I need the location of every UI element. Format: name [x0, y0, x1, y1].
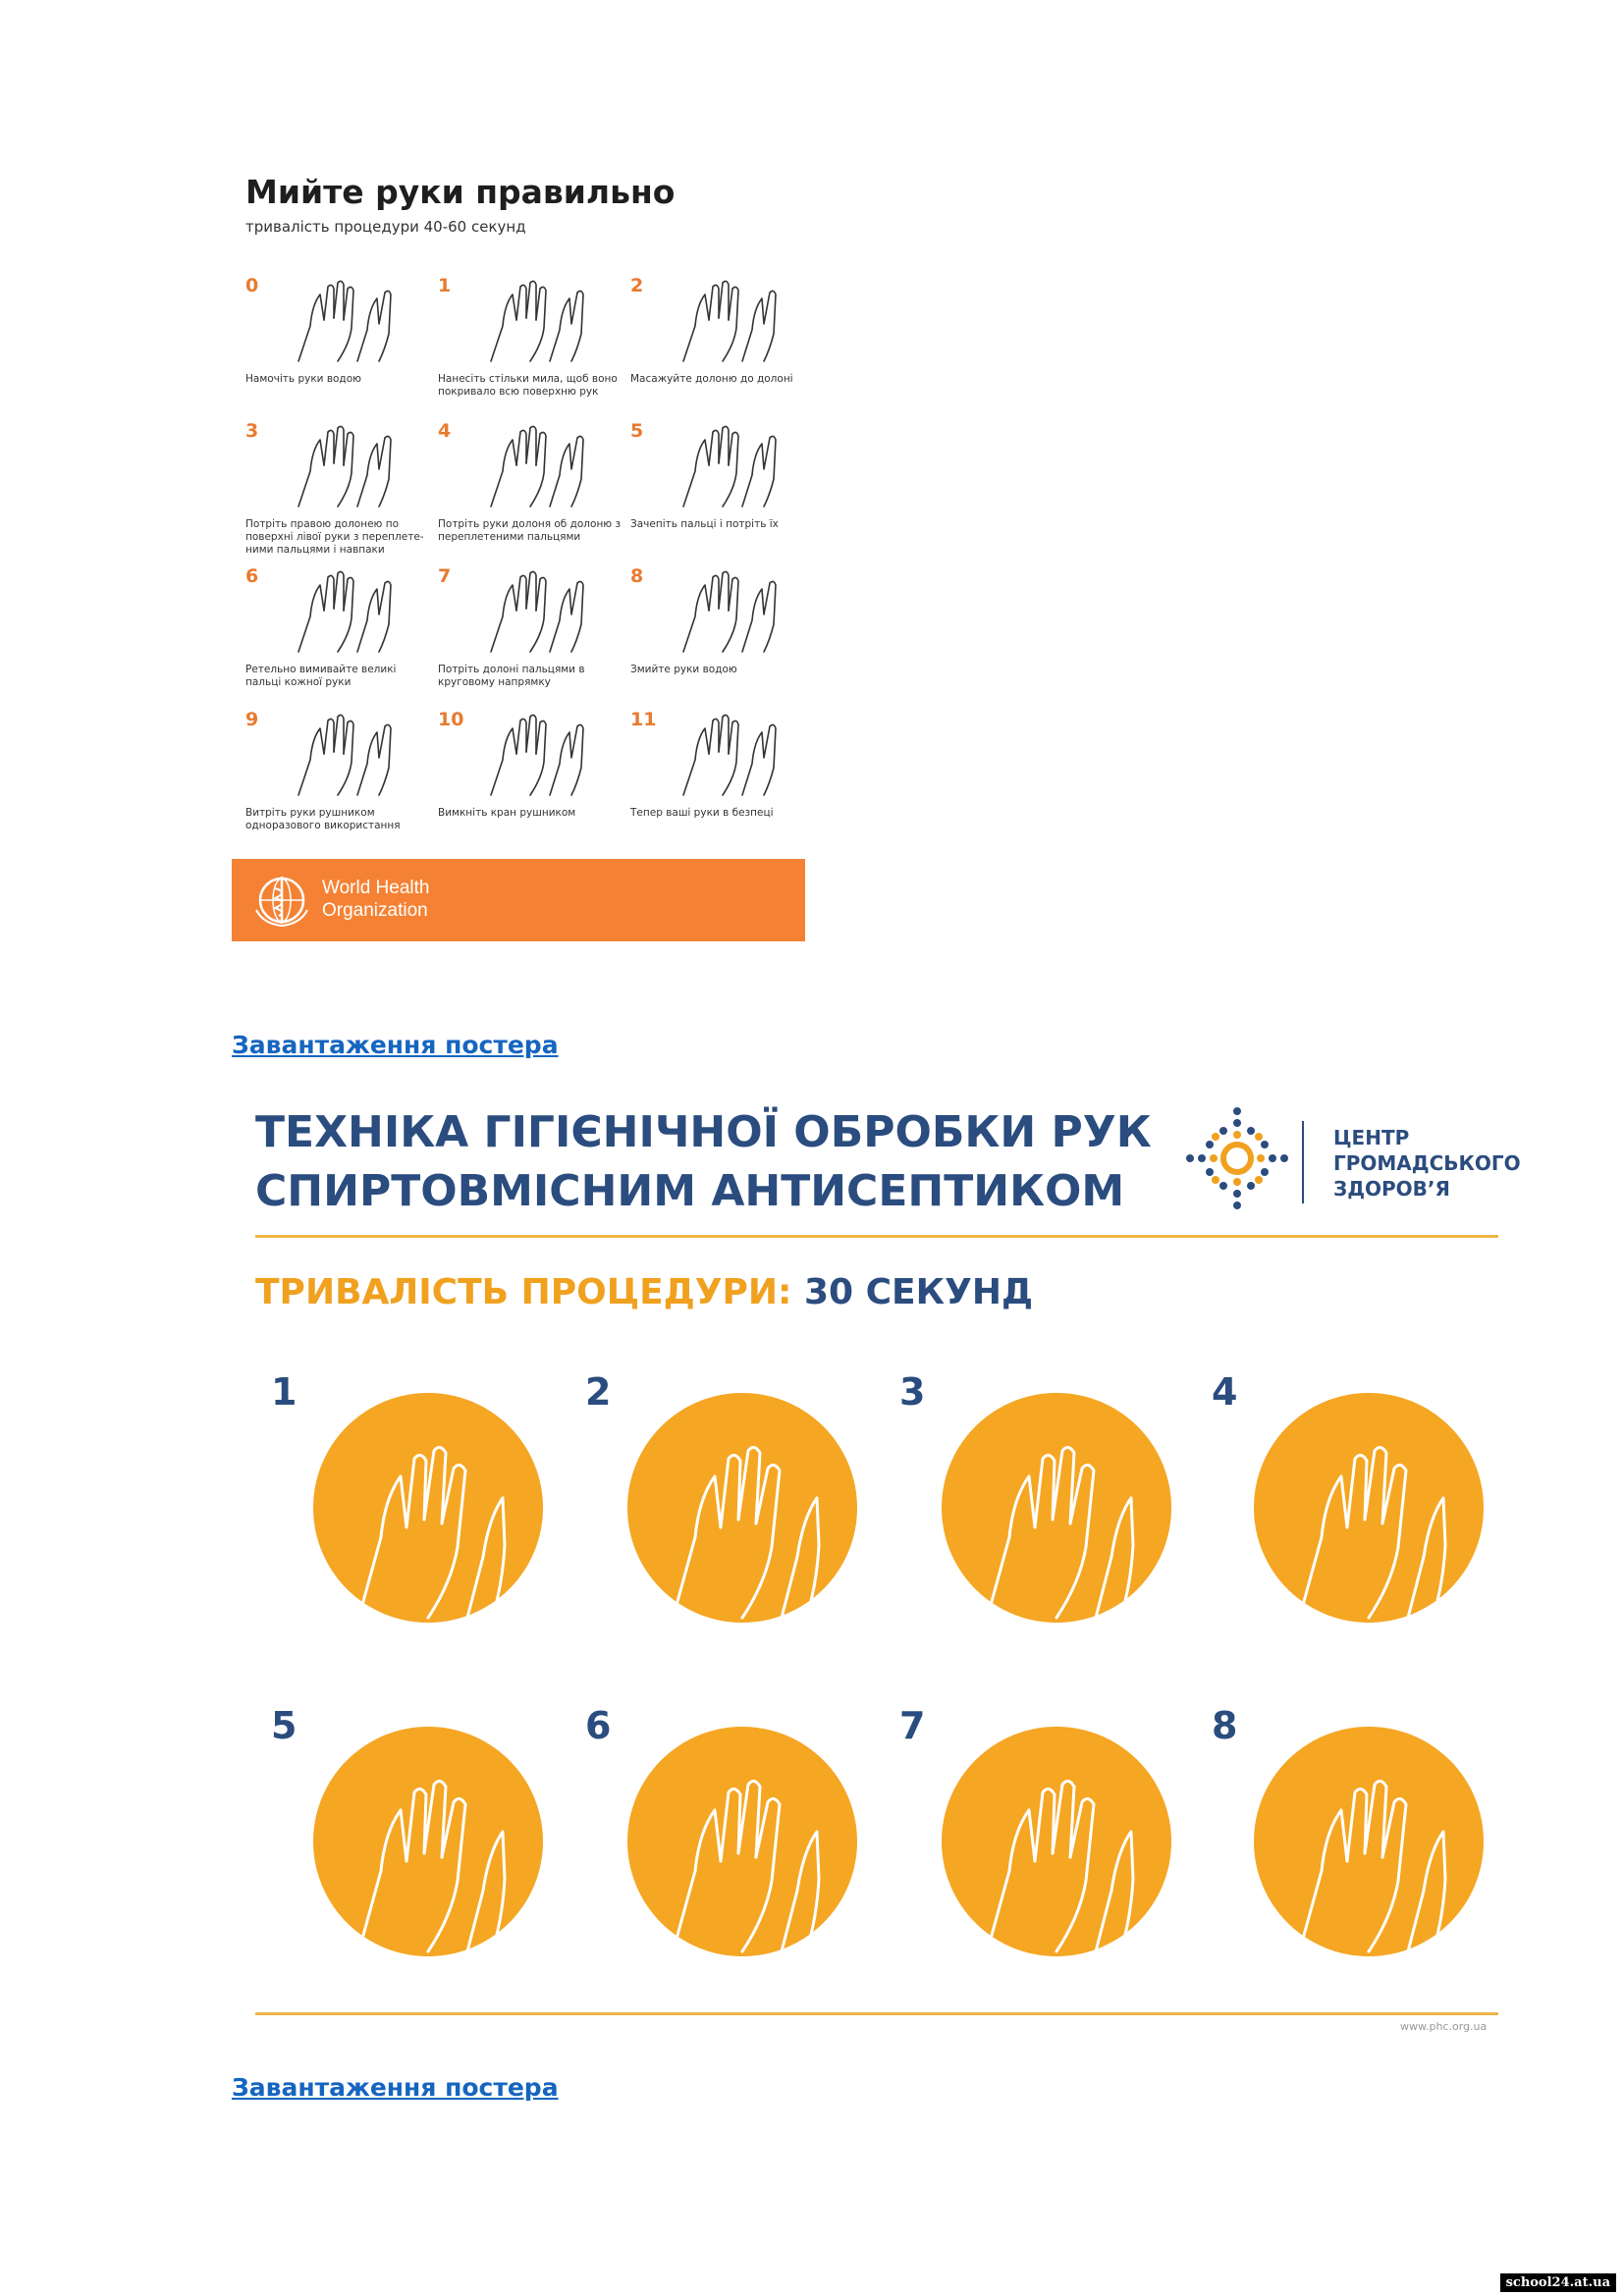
- apply-antiseptic-icon: [310, 1390, 546, 1626]
- who-step-6: [245, 565, 432, 703]
- who-step-2: [630, 275, 817, 412]
- phc-duration-value: 30 СЕКУНД: [804, 1272, 1034, 1312]
- who-poster-subtitle: тривалість процедури 40-60 секунд: [245, 218, 526, 236]
- phc-step-number: 3: [899, 1370, 926, 1414]
- phc-step-number: 1: [271, 1370, 298, 1414]
- soap-dispenser-icon: [461, 275, 609, 365]
- who-step-7: [438, 565, 624, 703]
- who-step-3: [245, 420, 432, 558]
- who-step-caption: Потріть руки долоня об долоню з переплетеними пальцями: [438, 518, 622, 543]
- phc-org-divider: [1302, 1121, 1304, 1203]
- phc-poster: [232, 1080, 1521, 2042]
- download-poster-link-2[interactable]: Завантаження постера: [232, 2073, 559, 2102]
- who-step-caption: Потріть долоні пальцями в круговому напрямку: [438, 664, 585, 688]
- safe-hands-icon: [654, 709, 801, 799]
- thumb-rub-icon: [269, 565, 416, 656]
- phc-org-line-2: ГРОМАДСЬКОГО: [1333, 1151, 1521, 1175]
- who-step-caption: Вимкніть кран рушником: [438, 807, 576, 819]
- phc-duration: [255, 1272, 1033, 1312]
- who-step-number: 8: [630, 565, 644, 587]
- interlaced-fingers-icon: [1251, 1390, 1487, 1626]
- phc-duration-label: ТРИВАЛІСТЬ ПРОЦЕДУРИ:: [255, 1272, 792, 1312]
- phc-step-2: [585, 1370, 880, 1665]
- interlocked-fingers-icon: [654, 420, 801, 510]
- thumb-rub-icon: [624, 1724, 860, 1959]
- phc-title-line-2: СПИРТОВМІСНИМ АНТИСЕПТИКОМ: [255, 1166, 1125, 1216]
- towel-dry-icon: [269, 709, 416, 799]
- who-poster-title: Мийте руки правильно: [245, 173, 676, 211]
- phc-poster-title: [255, 1103, 1152, 1221]
- phc-step-4: [1212, 1370, 1506, 1665]
- phc-step-number: 4: [1212, 1370, 1238, 1414]
- phc-title-line-1: ТЕХНІКА ГІГІЄНІЧНОЇ ОБРОБКИ РУК: [255, 1107, 1152, 1157]
- dry-hands-icon: [1251, 1724, 1487, 1959]
- phc-bottom-rule: [255, 2012, 1498, 2015]
- who-poster: [232, 147, 805, 942]
- who-footer-band: [232, 859, 805, 941]
- who-step-number: 2: [630, 275, 644, 296]
- phc-step-5: [271, 1704, 566, 1999]
- who-step-number: 4: [438, 420, 452, 442]
- who-step-4: [438, 420, 624, 558]
- phc-step-7: [899, 1704, 1194, 1999]
- phc-step-number: 6: [585, 1704, 612, 1747]
- who-step-caption: Потріть правою долонею по поверхні лівої руки з переплете-ними пальцями і навпаки: [245, 518, 424, 556]
- who-step-caption: Тепер ваші руки в безпеці: [630, 807, 774, 819]
- phc-url: www.phc.org.ua: [1400, 2020, 1488, 2033]
- who-step-caption: Нанесіть стільки мила, щоб воно покривало всю поверхню рук: [438, 373, 618, 398]
- who-step-caption: Намочіть руки водою: [245, 373, 361, 385]
- back-of-hand-icon: [939, 1390, 1174, 1626]
- phc-step-3: [899, 1370, 1194, 1665]
- who-step-number: 11: [630, 709, 657, 730]
- who-step-10: [438, 709, 624, 846]
- phc-step-8: [1212, 1704, 1506, 1999]
- palm-to-palm-icon: [654, 275, 801, 365]
- interlocked-fingers-icon: [310, 1724, 546, 1959]
- phc-org-line-3: ЗДОРОВ’Я: [1333, 1177, 1450, 1201]
- who-step-5: [630, 420, 817, 558]
- who-step-caption: Змийте руки водою: [630, 664, 737, 675]
- who-step-number: 3: [245, 420, 259, 442]
- who-step-number: 7: [438, 565, 452, 587]
- who-step-caption: Витріть руки рушником одноразового використання: [245, 807, 401, 831]
- phc-org-name: [1333, 1125, 1530, 1201]
- back-of-hand-icon: [269, 420, 416, 510]
- who-step-8: [630, 565, 817, 703]
- fingertips-rub-icon: [461, 565, 609, 656]
- who-emblem-icon: [251, 871, 312, 930]
- watermark: school24.at.ua: [1500, 2273, 1616, 2292]
- rinse-hands-icon: [654, 565, 801, 656]
- who-step-number: 6: [245, 565, 259, 587]
- interlaced-fingers-icon: [461, 420, 609, 510]
- who-step-number: 1: [438, 275, 452, 296]
- who-step-caption: Масажуйте долоню до долоні: [630, 373, 793, 385]
- wet-hands-icon: [269, 275, 416, 365]
- who-step-caption: Зачепіть пальці і потріть їх: [630, 518, 779, 530]
- who-step-11: [630, 709, 817, 846]
- phc-logo-icon: [1182, 1103, 1292, 1213]
- phc-step-number: 5: [271, 1704, 298, 1747]
- who-step-1: [438, 275, 624, 412]
- phc-step-1: [271, 1370, 566, 1665]
- fingertips-rub-icon: [939, 1724, 1174, 1959]
- who-step-0: [245, 275, 432, 412]
- phc-step-number: 2: [585, 1370, 612, 1414]
- phc-step-number: 7: [899, 1704, 926, 1747]
- who-org-name: World Health Organization: [322, 878, 430, 921]
- who-step-number: 9: [245, 709, 259, 730]
- who-step-number: 0: [245, 275, 259, 296]
- who-step-9: [245, 709, 432, 846]
- who-step-number: 10: [438, 709, 464, 730]
- phc-org-line-1: ЦЕНТР: [1333, 1126, 1410, 1149]
- turn-off-tap-icon: [461, 709, 609, 799]
- phc-top-rule: [255, 1235, 1498, 1238]
- palm-to-palm-icon: [624, 1390, 860, 1626]
- who-step-number: 5: [630, 420, 644, 442]
- phc-step-6: [585, 1704, 880, 1999]
- download-poster-link-1[interactable]: Завантаження постера: [232, 1031, 559, 1059]
- phc-step-number: 8: [1212, 1704, 1238, 1747]
- who-step-caption: Ретельно вимивайте великі пальці кожної руки: [245, 664, 397, 688]
